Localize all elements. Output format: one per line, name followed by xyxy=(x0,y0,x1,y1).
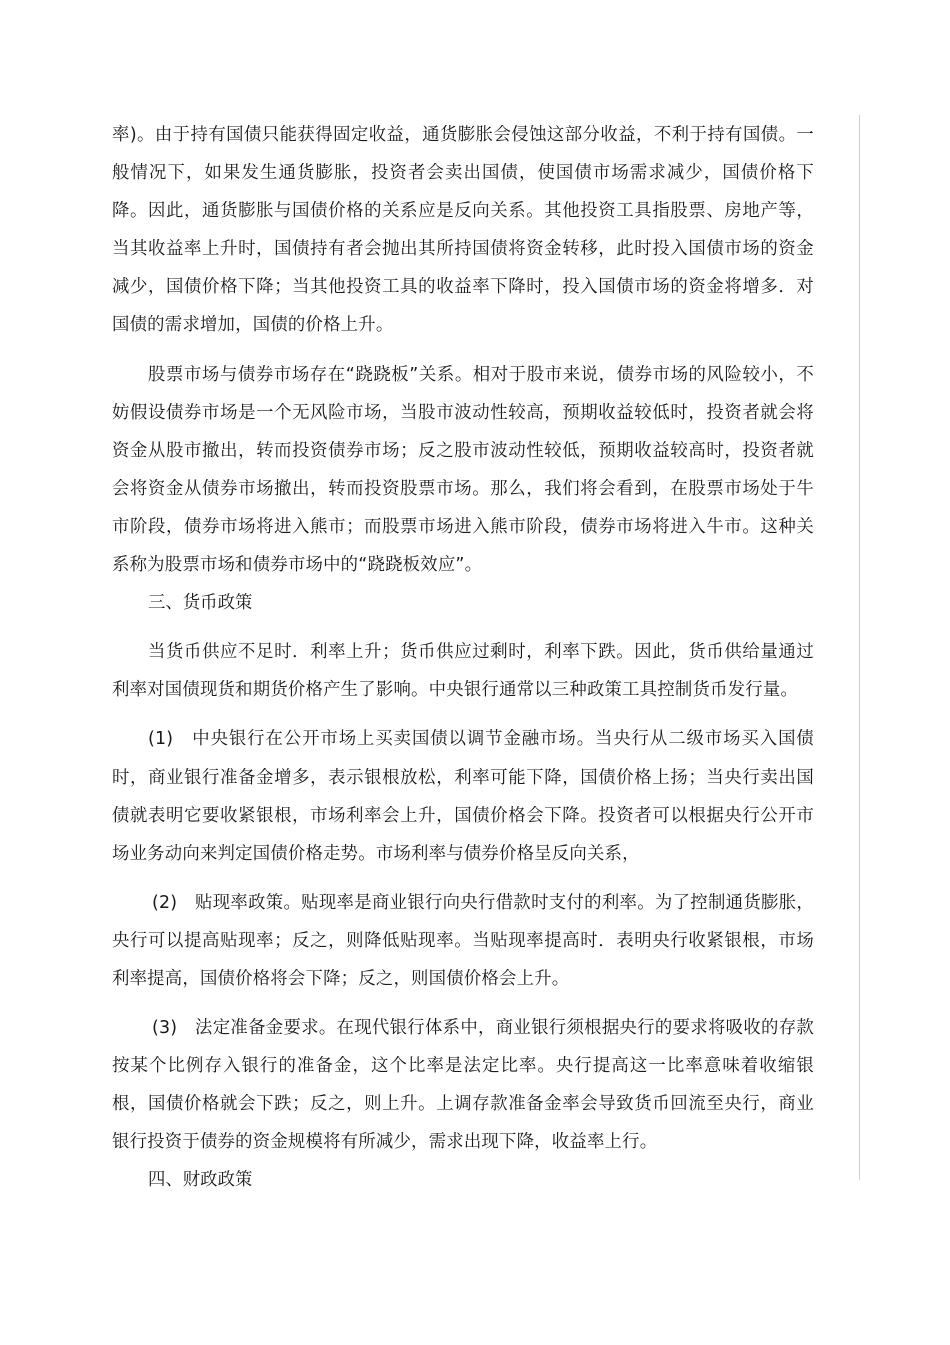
section-heading-monetary-policy: 三、货币政策 xyxy=(148,593,253,614)
paragraph-discount-rate: (2) 贴现率政策。贴现率是商业银行向央行借款时支付的利率。为了控制通货膨胀，央行可以提高贴现率；反之，则降低贴现率。当贴现率提高时．表明央行收紧银根，市场利率提高，国债价格将会下降；反之，则国债价格会上升。 xyxy=(112,892,814,989)
paragraph-open-market: (1) 中央银行在公开市场上买卖国债以调节金融市场。当央行从二级市场买入国债时，商业银行准备金增多，表示银根放松，利率可能下降，国债价格上扬；当央行卖出国债就表明它要收紧银根，市场利率会上升，国债价格会下降。投资者可以根据央行公开市场业务动向来判定国债价格走势。市场利率与债券价格呈反向关系， xyxy=(112,729,814,864)
margin-rule xyxy=(859,115,860,1180)
paragraph-inflation: 率)。由于持有国债只能获得固定收益，通货膨胀会侵蚀这部分收益，不利于持有国债。一般情况下，如果发生通货膨胀，投资者会卖出国债，使国债市场需求减少，国债价格下降。因此，通货膨胀与国债价格的关系应是反向关系。其他投资工具指股票、房地产等，当其收益率上升时，国债持有者会抛出其所持国债将资金转移，此时投入国债市场的资金减少，国债价格下降；当其他投资工具的收益率下降时，投入国债市场的资金将增多．对国债的需求增加，国债的价格上升。 xyxy=(112,125,814,336)
section-heading-fiscal-policy: 四、财政政策 xyxy=(148,1170,253,1191)
paragraph-money-supply: 当货币供应不足时．利率上升；货币供应过剩时，利率下跌。因此，货币供给量通过利率对国债现货和期货价格产生了影响。中央银行通常以三种政策工具控制货币发行量。 xyxy=(112,642,814,701)
paragraph-reserve-requirement: (3) 法定准备金要求。在现代银行体系中，商业银行须根据央行的要求将吸收的存款按某个比例存入银行的准备金，这个比率是法定比率。央行提高这一比率意味着收缩银根，国债价格就会下跌；反之，则上升。上调存款准备金率会导致货币回流至央行，商业银行投资于债券的资金规模将有所减少，需求出现下降，收益率上行。 xyxy=(112,1018,814,1153)
document-body xyxy=(112,116,814,1200)
paragraph-seesaw: 股票市场与债券市场存在“跷跷板”关系。相对于股市来说，债券市场的风险较小，不妨假设债券市场是一个无风险市场，当股市波动性较高，预期收益较低时，投资者就会将资金从股市撤出，转而投资债券市场；反之股市波动性较低，预期收益较高时，投资者就会将资金从债券市场撤出，转而投资股票市场。那么，我们将会看到，在股票市场处于牛市阶段，债券市场将进入熊市；而股票市场进入熊市阶段，债券市场将进入牛市。这种关系称为股票市场和债券市场中的“跷跷板效应”。 xyxy=(112,364,814,576)
